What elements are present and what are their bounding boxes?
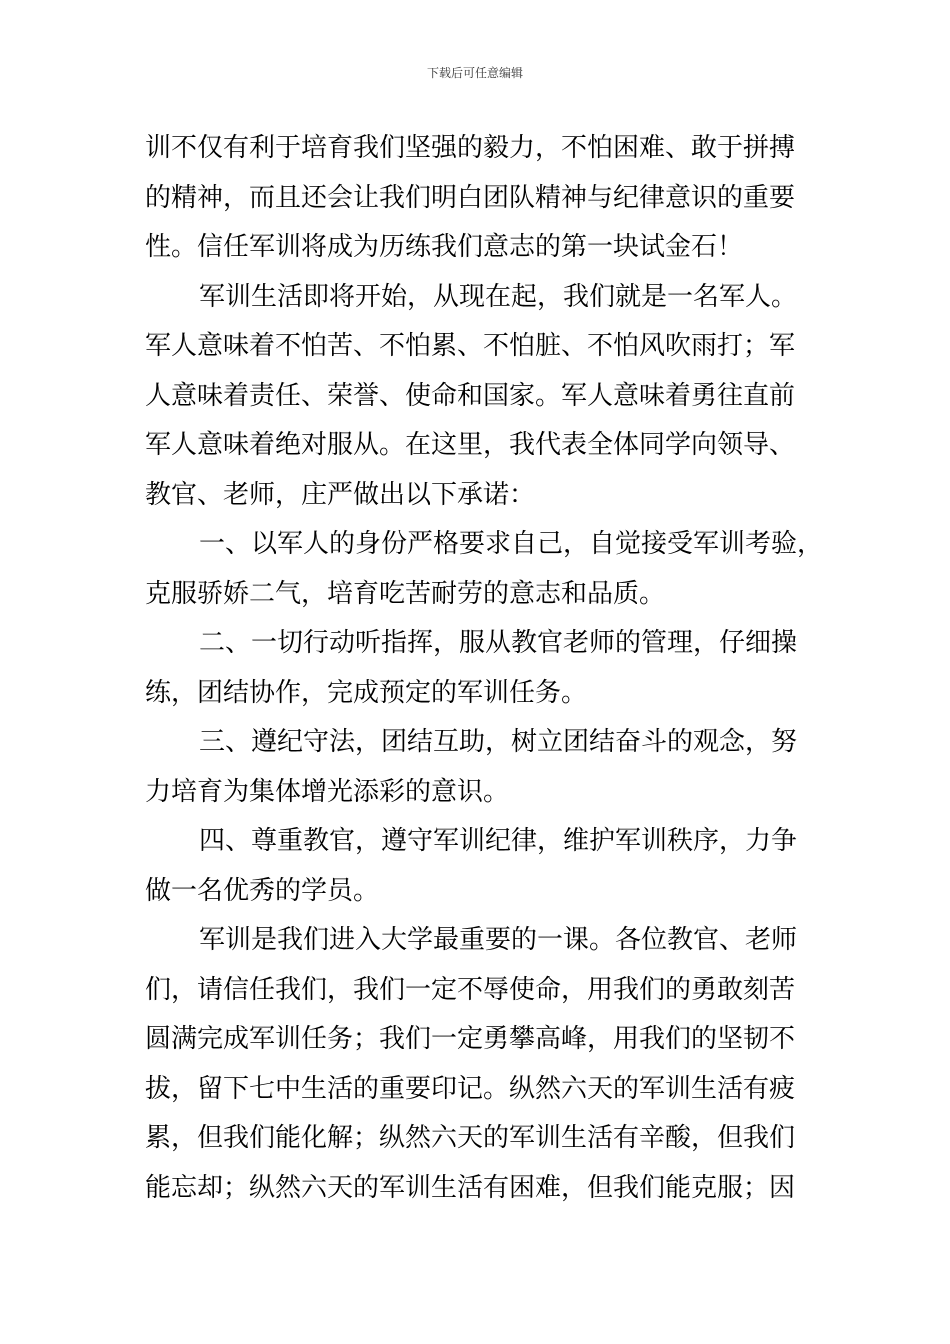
text-line: 军人意味着绝对服从。在这里，我代表全体同学向领导、 (145, 430, 796, 460)
text-line: 军人意味着不怕苦、不怕累、不怕脏、不怕风吹雨打；军 (145, 331, 796, 361)
text-line: 能忘却；纵然六天的军训生活有困难，但我们能克服；因 (145, 1172, 796, 1203)
text-line: 累，但我们能化解；纵然六天的军训生活有辛酸，但我们 (145, 1123, 796, 1153)
text-line: 性。信任军训将成为历练我们意志的第一块试金石！ (145, 232, 744, 262)
text-line: 军训是我们进入大学最重要的一课。各位教官、老师 (199, 925, 798, 955)
text-line: 练，团结协作，完成预定的军训任务。 (145, 677, 588, 708)
text-line: 训不仅有利于培育我们坚强的毅力，不怕困难、敢于拼搏 (145, 133, 796, 163)
text-line: 四、尊重教官，遵守军训纪律，维护军训秩序，力争 (199, 826, 798, 856)
text-line: 力培育为集体增光添彩的意识。 (145, 776, 510, 807)
text-line: 拔，留下七中生活的重要印记。纵然六天的军训生活有疲 (145, 1073, 796, 1104)
text-line: 二、一切行动听指挥，服从教官老师的管理，仔细操 (199, 628, 798, 658)
text-line: 做一名优秀的学员。 (145, 875, 380, 906)
text-line: 一、以军人的身份严格要求自己，自觉接受军训考验， (199, 529, 824, 559)
text-line: 军训生活即将开始，从现在起，我们就是一名军人。 (199, 281, 798, 312)
text-line: 教官、老师，庄严做出以下承诺： (145, 479, 536, 510)
text-line: 们，请信任我们，我们一定不辱使命，用我们的勇敢刻苦 (145, 974, 796, 1005)
text-line: 的精神，而且还会让我们明白团队精神与纪律意识的重要 (145, 182, 796, 213)
page-header: 下载后可任意编辑 (426, 66, 523, 80)
text-line: 圆满完成军训任务；我们一定勇攀高峰，用我们的坚韧不 (145, 1024, 796, 1054)
text-line: 三、遵纪守法，团结互助，树立团结奋斗的观念，努 (199, 727, 798, 757)
document-body (145, 124, 825, 1213)
text-line: 克服骄娇二气，培育吃苦耐劳的意志和品质。 (145, 578, 666, 609)
text-line: 人意味着责任、荣誉、使命和国家。军人意味着勇往直前 (145, 380, 796, 411)
